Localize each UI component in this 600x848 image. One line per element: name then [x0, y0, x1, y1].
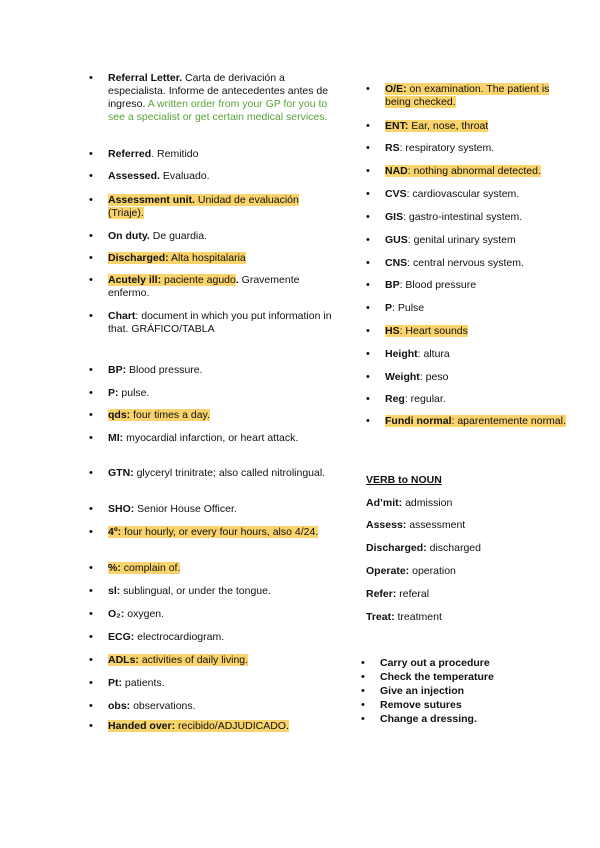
term-label: BP: [108, 364, 127, 376]
left-term-item [80, 677, 333, 690]
noun-label: discharged [426, 542, 481, 554]
term-definition: glyceryl trinitrate; also called nitrolingual. [133, 467, 326, 479]
term-definition: . Remitido [151, 148, 199, 160]
right-term-item [357, 234, 575, 247]
left-term-item [80, 148, 333, 161]
term-definition: Carta de derivación a especialista. Informe de antecedentes antes de ingreso. [108, 72, 329, 110]
left-term-item [80, 230, 333, 243]
term-definition: four hourly, or every four hours, also 4/24. [121, 526, 319, 538]
left-term-item [80, 608, 333, 621]
term-label: Fundi normal [385, 415, 452, 427]
term-label: NAD [385, 165, 408, 177]
right-term-item [357, 348, 575, 361]
term-label: Height [385, 348, 418, 360]
right-term-item [357, 165, 575, 178]
term-definition: myocardial infarction, or heart attack. [123, 432, 299, 444]
term-definition: : Heart sounds [399, 325, 468, 337]
term-label: %: [108, 562, 121, 574]
term-definition: : cardiovascular system. [406, 188, 520, 200]
term-definition: Alta hospitalaria [168, 252, 246, 264]
term-label: Weight [385, 371, 420, 383]
term-definition: : aparentemente normal. [451, 415, 566, 427]
term-label: obs: [108, 700, 131, 712]
term-label: ECG: [108, 631, 135, 643]
task-item [352, 712, 552, 726]
task-item [352, 670, 552, 684]
term-definition-tail: Gravemente enfermo. [108, 274, 300, 299]
right-term-item [357, 211, 575, 224]
term-definition: on examination. The patient is being checked. [385, 83, 550, 108]
noun-label: referal [396, 588, 430, 600]
term-label: Assessed. [108, 170, 160, 182]
left-term-item [80, 252, 333, 265]
term-definition: Unidad de evaluación (Triaje). [108, 194, 299, 219]
left-term-item [80, 310, 333, 336]
task-label: Change a dressing. [380, 713, 477, 725]
left-term-item [80, 72, 333, 124]
right-term-item [357, 302, 575, 315]
right-term-item [357, 120, 575, 133]
verb-noun-row [366, 542, 481, 555]
term-definition: pulse. [118, 387, 150, 399]
left-term-item [80, 274, 333, 300]
left-term-item [80, 194, 333, 220]
left-term-item [80, 387, 333, 400]
left-term-item [80, 526, 333, 539]
task-label: Check the temperature [380, 671, 494, 683]
verb-label: Ad’mit: [366, 497, 403, 509]
right-term-item [357, 83, 575, 109]
term-definition: : Blood pressure [399, 279, 477, 291]
term-tail-mark: . [235, 274, 239, 286]
left-term-item [80, 432, 333, 445]
term-label: CNS [385, 257, 408, 269]
term-label: GUS [385, 234, 408, 246]
verb-noun-row [366, 611, 442, 624]
term-definition: observations. [130, 700, 196, 712]
term-definition: : regular. [404, 393, 446, 405]
task-item [352, 684, 552, 698]
left-term-item [80, 562, 333, 575]
term-definition: sublingual, or under the tongue. [120, 585, 271, 597]
task-label: Give an injection [380, 685, 465, 697]
term-definition: : nothing abnormal detected. [407, 165, 541, 177]
task-label: Remove sutures [380, 699, 462, 711]
right-term-item [357, 371, 575, 384]
term-label: Handed over: [108, 720, 176, 732]
term-label: sl: [108, 585, 121, 597]
term-label: On duty. [108, 230, 150, 242]
term-definition: : altura [417, 348, 450, 360]
term-label: Assessment unit. [108, 194, 195, 206]
left-term-item [80, 585, 333, 598]
term-label: ADLs: [108, 654, 139, 666]
term-definition: : document in which you put information in that. GRÁFICO/TABLA [108, 310, 332, 335]
term-label: Referred [108, 148, 152, 160]
term-label: qds: [108, 409, 131, 421]
right-term-item [357, 257, 575, 270]
noun-label: assessment [406, 519, 466, 531]
task-label: Carry out a procedure [380, 657, 490, 669]
left-term-item [80, 503, 333, 516]
verb-label: Treat: [366, 611, 395, 623]
verb-label: Discharged: [366, 542, 427, 554]
right-term-item [357, 415, 575, 428]
left-term-item [80, 170, 333, 183]
term-label: Chart [108, 310, 136, 322]
left-term-item [80, 364, 333, 377]
right-term-item [357, 279, 575, 292]
term-definition: : gastro-intestinal system. [403, 211, 523, 223]
term-definition: Senior House Officer. [134, 503, 237, 515]
term-label: CVS [385, 188, 407, 200]
verb-label: Refer: [366, 588, 397, 600]
term-label: 4º: [108, 526, 122, 538]
term-definition: : genital urinary system [407, 234, 516, 246]
term-label: O/E: [385, 83, 407, 95]
term-label: RS [385, 142, 400, 154]
term-definition: patients. [122, 677, 165, 689]
task-item [352, 656, 552, 670]
right-term-item [357, 188, 575, 201]
verb-to-noun-heading: VERB to NOUN [366, 474, 442, 486]
term-definition: : central nervous system. [407, 257, 524, 269]
term-definition: Ear, nose, throat [408, 120, 489, 132]
term-label: Referral Letter. [108, 72, 183, 84]
term-label: HS [385, 325, 400, 337]
term-label: ENT: [385, 120, 409, 132]
term-label: SHO: [108, 503, 135, 515]
term-label: GIS [385, 211, 404, 223]
right-term-item [357, 325, 575, 338]
term-label: Discharged: [108, 252, 169, 264]
left-term-item [80, 700, 333, 713]
verb-noun-row [366, 519, 465, 532]
term-label: Reg [385, 393, 405, 405]
term-label: O₂: [108, 608, 125, 620]
term-definition: activities of daily living. [138, 654, 249, 666]
term-definition: : Pulse [392, 302, 425, 314]
right-term-item [357, 142, 575, 155]
term-definition: Blood pressure. [126, 364, 203, 376]
term-definition: De guardia. [149, 230, 208, 242]
term-definition: : peso [419, 371, 449, 383]
right-term-item [357, 393, 575, 406]
left-term-item [80, 654, 333, 667]
left-term-item [80, 631, 333, 644]
term-definition: Evaluado. [159, 170, 210, 182]
verb-noun-row [366, 588, 429, 601]
term-label: Pt: [108, 677, 122, 689]
term-definition: oxygen. [124, 608, 165, 620]
term-label: MI: [108, 432, 124, 444]
verb-label: Assess: [366, 519, 407, 531]
term-definition: complain of. [120, 562, 181, 574]
term-definition: paciente agudo [161, 274, 236, 286]
task-list [352, 656, 552, 726]
verb-noun-row [366, 565, 456, 578]
left-term-item [80, 720, 333, 733]
noun-label: operation [409, 565, 456, 577]
term-definition: electrocardiogram. [134, 631, 225, 643]
term-label: Acutely ill: [108, 274, 162, 286]
left-term-item [80, 409, 333, 422]
noun-label: treatment [394, 611, 442, 623]
term-definition: recibido/ADJUDICADO. [175, 720, 289, 732]
term-label: BP [385, 279, 400, 291]
verb-noun-row [366, 497, 452, 510]
term-definition: : respiratory system. [399, 142, 495, 154]
term-label: P [385, 302, 393, 314]
verb-label: Operate: [366, 565, 410, 577]
term-label: P: [108, 387, 119, 399]
left-term-item [80, 467, 333, 480]
term-definition: four times a day. [130, 409, 210, 421]
term-label: GTN: [108, 467, 134, 479]
noun-label: admission [402, 497, 453, 509]
term-extra-note: A written order from your GP for you to see a specialist or get certain medical services. [108, 98, 328, 123]
task-item [352, 698, 552, 712]
